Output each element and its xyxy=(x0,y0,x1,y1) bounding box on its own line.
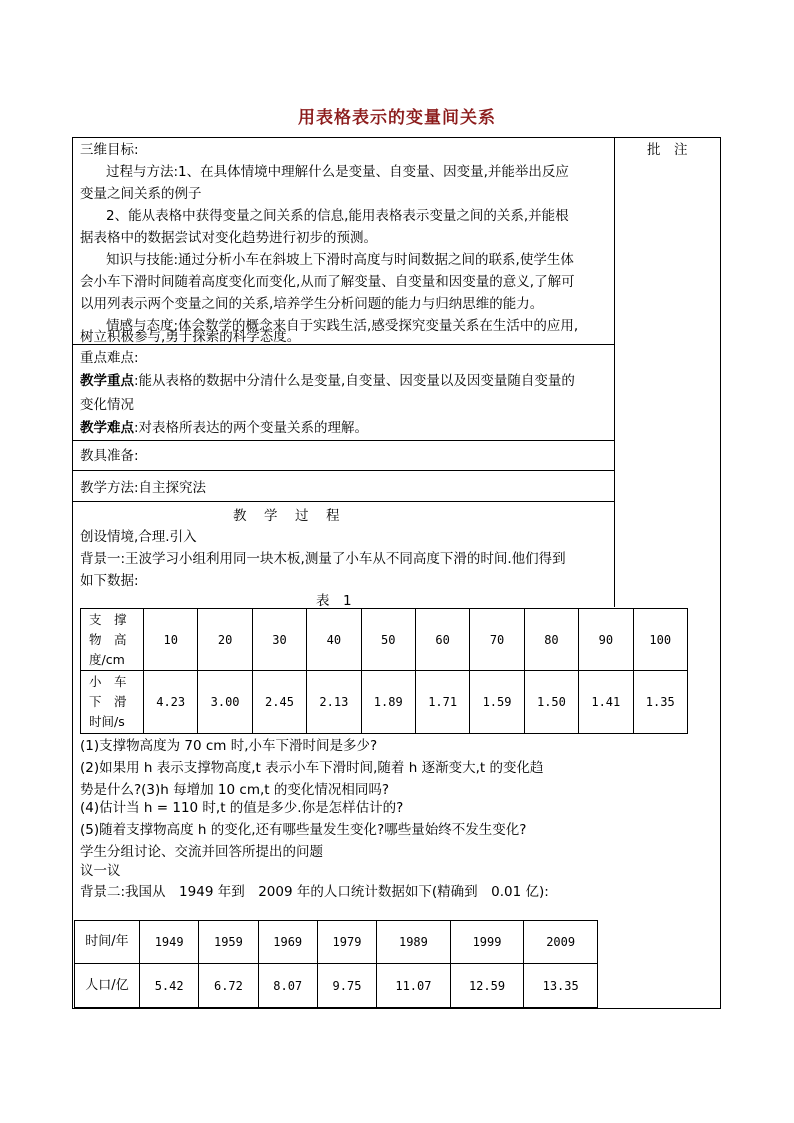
table-cell: 20 xyxy=(198,609,252,671)
focus-line xyxy=(80,370,575,392)
discussion-text: 学生分组讨论、交流并回答所提出的问题 xyxy=(80,844,323,860)
table-cell: 1949 xyxy=(140,921,199,964)
table-cell: 1969 xyxy=(258,921,317,964)
objectives-text: 树立积极参与,勇于探索的科学态度。 xyxy=(80,329,301,345)
header-line: 时间/s xyxy=(89,714,125,729)
question: 势是什么?(3)h 每增加 10 cm,t 的变化情况相同吗? xyxy=(80,782,390,798)
background-one: 如下数据: xyxy=(80,573,139,589)
objectives-text: 以用列表示两个变量之间的关系,培养学生分析问题的能力与归纳思维的能力。 xyxy=(80,296,544,312)
table-cell: 8.07 xyxy=(258,964,317,1008)
table1-caption: 表 1 xyxy=(316,593,352,609)
table-cell: 9.75 xyxy=(317,964,376,1008)
table-row xyxy=(81,671,688,734)
table-cell: 1.41 xyxy=(579,671,633,734)
objectives-text: 2、能从表格中获得变量之间关系的信息,能用表格表示变量之间的关系,并能根 xyxy=(106,208,569,224)
objectives-text: 会小车下滑时间随着高度变化而变化,从而了解变量、自变量和因变量的意义,了解可 xyxy=(80,274,575,290)
table-cell: 5.42 xyxy=(140,964,199,1008)
table-cell: 100 xyxy=(633,609,687,671)
table-cell: 40 xyxy=(307,609,361,671)
table-cell: 1979 xyxy=(317,921,376,964)
section-divider xyxy=(72,501,614,502)
table-cell: 1.59 xyxy=(470,671,524,734)
table-height-time xyxy=(80,608,688,734)
section-divider xyxy=(72,470,614,471)
header-line: 支 撑 xyxy=(89,611,127,627)
table-row-header: 时间/年 xyxy=(75,921,140,964)
table-cell: 60 xyxy=(415,609,469,671)
table-cell: 11.07 xyxy=(377,964,451,1008)
difficulty-line xyxy=(80,417,368,439)
table-cell: 1.71 xyxy=(415,671,469,734)
focus-text: :能从表格的数据中分清什么是变量,自变量、因变量以及因变量随自变量的 xyxy=(134,373,575,389)
question: (5)随着支撑物高度 h 的变化,还有哪些量发生变化?哪些量始终不发生变化? xyxy=(80,822,527,838)
remarks-divider xyxy=(614,137,615,607)
table-cell: 1989 xyxy=(377,921,451,964)
frame-left xyxy=(72,137,73,1009)
header-line: 小 车 xyxy=(89,674,127,689)
objectives-text: 情感与态度:体会数学的概念来自于实践生活,感受探究变量关系在生活中的应用, xyxy=(106,318,579,334)
table-cell: 90 xyxy=(579,609,633,671)
background-one: 背景一:王波学习小组利用同一块木板,测量了小车从不同高度下滑的时间.他们得到 xyxy=(80,551,566,567)
table-row-header xyxy=(81,609,144,671)
table-cell: 70 xyxy=(470,609,524,671)
focus-text: 变化情况 xyxy=(80,397,134,413)
table-cell: 4.23 xyxy=(144,671,198,734)
focus-label: 教学重点 xyxy=(80,373,134,389)
table-row xyxy=(75,921,598,964)
table-row-header xyxy=(81,671,144,734)
table-population xyxy=(74,920,598,1008)
process-intro: 创设情境,合理.引入 xyxy=(80,529,197,545)
key-points-heading: 重点难点: xyxy=(80,350,139,366)
table-cell: 2009 xyxy=(524,921,598,964)
objectives-text: 知识与技能:通过分析小车在斜坡上下滑时高度与时间数据之间的联系,使学生体 xyxy=(106,252,574,268)
difficulty-text: :对表格所表达的两个变量关系的理解。 xyxy=(134,420,369,436)
table-cell: 13.35 xyxy=(524,964,598,1008)
frame-bottom xyxy=(72,1008,721,1009)
tools-label: 教具准备: xyxy=(80,448,139,464)
table-cell: 1959 xyxy=(199,921,258,964)
header-line: 物 高 xyxy=(89,631,127,647)
remarks-header: 批 注 xyxy=(647,142,688,158)
table-row xyxy=(75,964,598,1008)
objectives-text: 过程与方法:1、在具体情境中理解什么是变量、自变量、因变量,并能举出反应 xyxy=(106,164,569,180)
table-cell: 1.35 xyxy=(633,671,687,734)
question: (1)支撑物高度为 70 cm 时,小车下滑时间是多少? xyxy=(80,738,378,754)
table-row-header: 人口/亿 xyxy=(75,964,140,1008)
table-cell: 80 xyxy=(524,609,578,671)
page-title: 用表格表示的变量间关系 xyxy=(298,108,496,128)
table-cell: 12.59 xyxy=(450,964,524,1008)
table-row xyxy=(81,609,688,671)
table-cell: 30 xyxy=(252,609,306,671)
process-heading: 教 学 过 程 xyxy=(233,508,342,524)
background-two: 背景二:我国从 1949 年到 2009 年的人口统计数据如下(精确到 0.01 亿): xyxy=(80,884,549,900)
question: (2)如果用 h 表示支撑物高度,t 表示小车下滑时间,随着 h 逐渐变大,t 的变化趋 xyxy=(80,760,544,776)
question: (4)估计当 h = 110 时,t 的值是多少.你是怎样估计的? xyxy=(80,800,404,816)
header-line: 下 滑 xyxy=(89,694,127,709)
discuss-title: 议一议 xyxy=(80,863,121,879)
objectives-text: 据表格中的数据尝试对变化趋势进行初步的预测。 xyxy=(80,230,377,246)
difficulty-label: 教学难点 xyxy=(80,420,134,436)
table-cell: 10 xyxy=(144,609,198,671)
header-line: 度/cm xyxy=(89,651,125,667)
table-cell: 50 xyxy=(361,609,415,671)
table-cell: 2.13 xyxy=(307,671,361,734)
table-cell: 1.50 xyxy=(524,671,578,734)
method-label: 教学方法:自主探究法 xyxy=(80,480,207,496)
objectives-text: 变量之间关系的例子 xyxy=(80,186,202,202)
table-cell: 6.72 xyxy=(199,964,258,1008)
table-cell: 3.00 xyxy=(198,671,252,734)
objectives-heading: 三维目标: xyxy=(80,142,139,158)
section-divider xyxy=(72,440,614,441)
table-cell: 2.45 xyxy=(252,671,306,734)
table-cell: 1.89 xyxy=(361,671,415,734)
table-cell: 1999 xyxy=(450,921,524,964)
frame-top xyxy=(72,137,721,138)
frame-right xyxy=(720,137,721,1009)
